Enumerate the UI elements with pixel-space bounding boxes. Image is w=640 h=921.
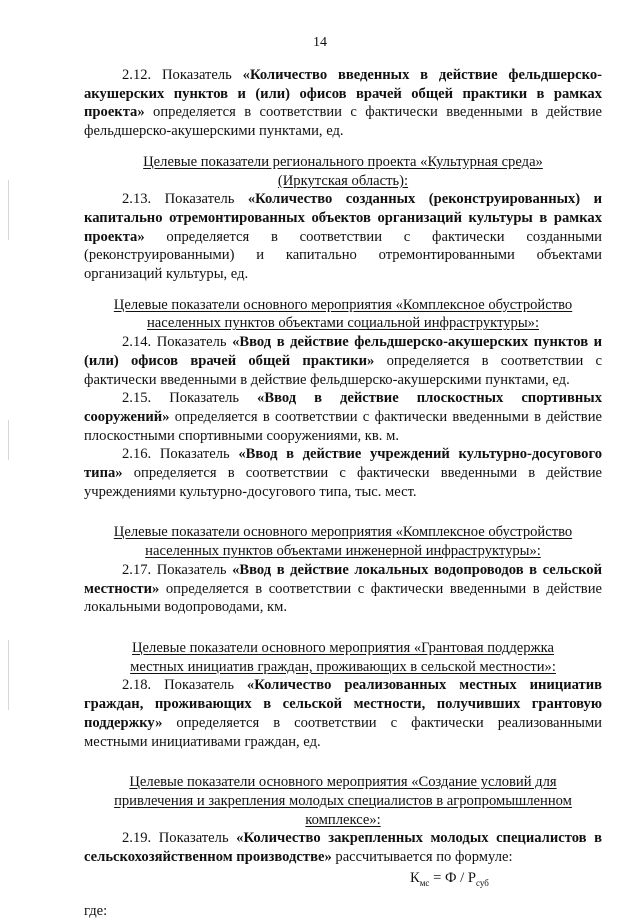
paragraph-text: определяется в соответствии с фактически введенными в действие фельдшерско-акушерскими пунктами, ед.: [84, 352, 602, 388]
formula-lhs-subscript: мс: [419, 877, 430, 888]
paragraph-text: определяется в соответствии с фактически введенными в действие учреждениями культурно-досугового типа, тыс. мест.: [84, 465, 602, 500]
paragraph-text: определяется в соответствии с фактически созданными (реконструированными) и капитально отремонтированными объектами организаций культуры, ед.: [84, 228, 602, 283]
section-heading-h-culture: [84, 153, 602, 190]
paragraph-text: 2.13. Показатель: [122, 191, 248, 208]
indicator-name: «Ввод в действие локальных водопроводов в сельской местности»: [84, 561, 603, 597]
heading-line: привлечения и закрепления молодых специалистов в агропромышленном: [114, 792, 572, 809]
paragraph-text: определяется в соответствии с фактически введенными в действие локальными водопроводами, км.: [84, 580, 602, 616]
paragraph-p219: [84, 829, 602, 866]
heading-line: населенных пунктов объектами социальной инфраструктуры»:: [146, 315, 539, 332]
heading-line: комплексе»:: [305, 811, 381, 828]
paragraph-text: 2.14. Показатель: [122, 334, 233, 351]
heading-line: (Иркутская область):: [277, 172, 409, 189]
page-number: 14: [313, 35, 327, 50]
formula-rhs: = Ф / Р: [429, 869, 476, 886]
indicator-name: «Ввод в действие учреждений культурно-досугового типа»: [84, 446, 602, 482]
section-heading-h-engineering: [84, 523, 602, 560]
where-label: где:: [84, 903, 108, 920]
section-heading-h-social: [84, 296, 602, 333]
heading-line: населенных пунктов объектами инженерной инфраструктуры»:: [145, 543, 541, 560]
paragraph-text: определяется в соответствии с фактически реализованными местными инициативами граждан, ед.: [84, 714, 602, 750]
text-blocks: [84, 66, 602, 867]
paragraph-p214: [84, 333, 602, 389]
heading-line: местных инициатив граждан, проживающих в сельской местности»:: [130, 658, 556, 675]
paragraph-text: 2.15. Показатель: [122, 390, 258, 407]
document-body: [84, 66, 602, 921]
indicator-name: «Количество созданных (реконструированных) и капитально отремонтированных объектов организаций культуры в рамках проекта»: [84, 191, 602, 245]
paragraph-text: 2.17. Показатель: [122, 561, 233, 578]
paragraph-p217: [84, 561, 602, 617]
section-heading-h-grant: [84, 639, 602, 676]
heading-line: Целевые показатели основного мероприятия «Комплексное обустройство: [113, 296, 573, 313]
formula-rhs-subscript: суб: [475, 877, 489, 888]
indicator-name: «Количество реализованных местных инициатив граждан, проживающих в сельской местности, получивших грантовую поддержку»: [84, 677, 602, 731]
paragraph-text: 2.12. Показатель: [122, 67, 243, 83]
paragraph-text: определяется в соответствии с фактически введенными в действие фельдшерско-акушерскими пунктами, ед.: [84, 104, 602, 140]
paragraph-text: 2.19. Показатель: [122, 830, 237, 847]
indicator-name: «Количество закрепленных молодых специалистов в сельскохозяйственном производстве»: [84, 830, 602, 866]
section-heading-h-specialists: [84, 773, 602, 829]
heading-line: Целевые показатели регионального проекта «Культурная среда»: [143, 153, 543, 170]
formula-lhs: К: [410, 869, 420, 886]
heading-line: Целевые показатели основного мероприятия «Создание условий для: [129, 774, 557, 791]
indicator-name: «Ввод в действие фельдшерско-акушерских пунктов и (или) офисов врачей общей практики»: [84, 334, 603, 369]
heading-line: Целевые показатели основного мероприятия «Комплексное обустройство: [113, 524, 573, 541]
indicator-name: «Ввод в действие плоскостных спортивных сооружений»: [84, 390, 602, 425]
heading-line: Целевые показатели основного мероприятия «Грантовая поддержка: [132, 639, 554, 656]
paragraph-p212: [84, 66, 602, 141]
paragraph-text: рассчитывается по формуле:: [331, 849, 513, 866]
paragraph-text: определяется в соответствии с фактически введенными в действие плоскостными спортивными сооружениями, кв. м.: [84, 408, 602, 444]
paragraph-p218: [84, 676, 602, 751]
paragraph-text: 2.16. Показатель: [122, 446, 239, 463]
paragraph-p213: [84, 190, 602, 284]
paragraph-text: 2.18. Показатель: [122, 677, 247, 694]
indicator-name: «Количество введенных в действие фельдшерско-акушерских пунктов и (или) офисов врачей общей практики в рамках проекта»: [84, 67, 602, 121]
paragraph-p215: [84, 389, 602, 445]
paragraph-p216: [84, 445, 602, 501]
scan-edge-mark: [8, 420, 9, 460]
scan-edge-mark: [8, 640, 9, 710]
scan-edge-mark: [8, 180, 9, 240]
formula: [84, 869, 602, 893]
